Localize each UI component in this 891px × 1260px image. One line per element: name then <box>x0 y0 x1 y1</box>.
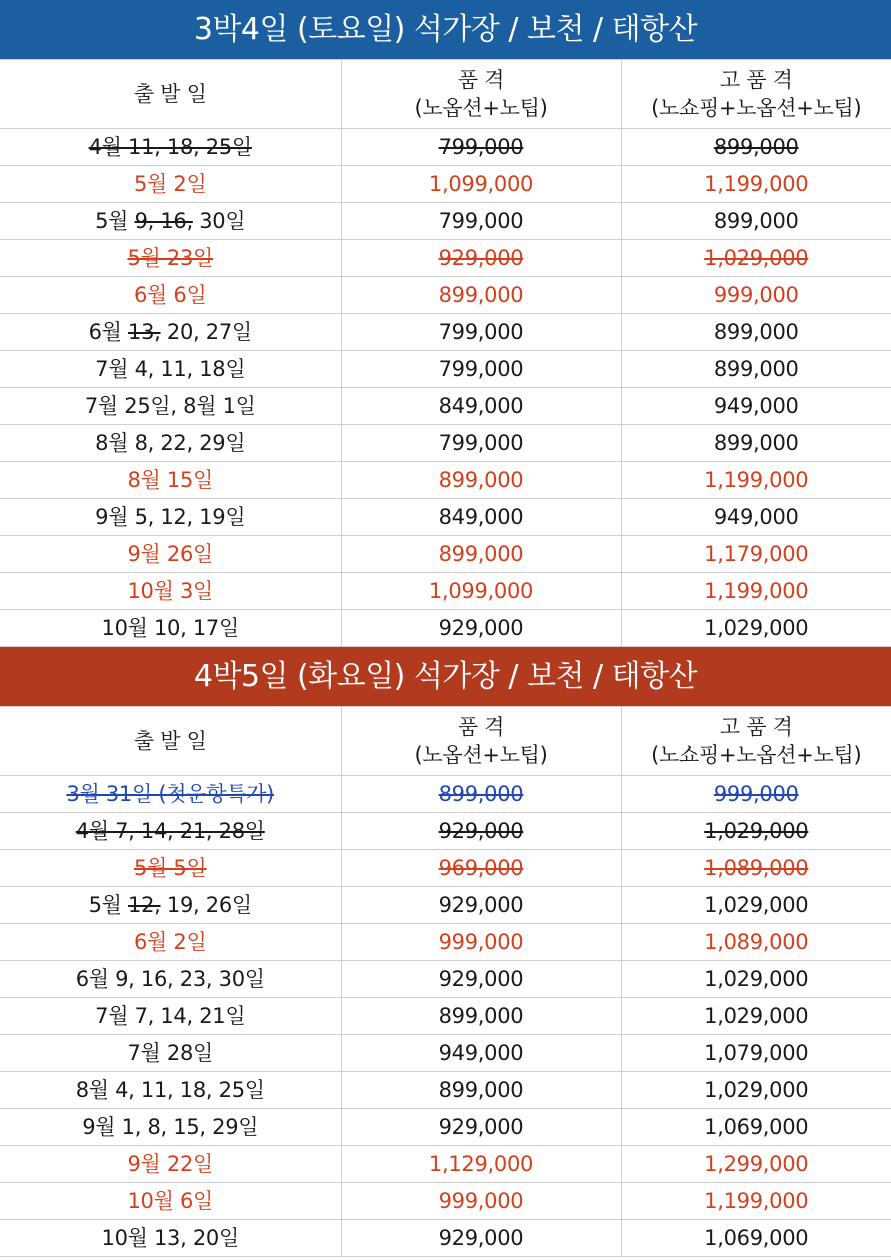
standard-price-cell: 899,000 <box>341 462 621 499</box>
date-text: 6월 6일 <box>134 283 207 307</box>
table-row <box>0 1072 891 1109</box>
premium-price-cell: 1,199,000 <box>621 573 891 610</box>
departure-date-cell <box>0 351 341 388</box>
premium-price-cell: 999,000 <box>621 776 891 813</box>
premium-price-cell: 1,029,000 <box>621 887 891 924</box>
date-text: 6월 <box>88 320 129 344</box>
price-table <box>0 706 891 1257</box>
header-standard-note: (노옵션+노팁) <box>414 743 548 767</box>
standard-price-cell: 999,000 <box>341 924 621 961</box>
departure-date-cell <box>0 166 341 203</box>
section-title: 4박5일 (화요일) 석가장 / 보천 / 태항산 <box>0 647 891 706</box>
premium-price-cell: 1,089,000 <box>621 924 891 961</box>
date-text: 30일 <box>192 209 246 233</box>
date-text: 19, 26일 <box>160 893 252 917</box>
departure-date-cell <box>0 314 341 351</box>
table-row <box>0 536 891 573</box>
table-row <box>0 314 891 351</box>
header-standard-title: 품 격 <box>457 715 505 739</box>
date-text: 7월 28일 <box>127 1041 214 1065</box>
premium-price-cell: 899,000 <box>621 425 891 462</box>
date-text: 6월 9, 16, 23, 30일 <box>75 967 265 991</box>
premium-price-cell: 949,000 <box>621 388 891 425</box>
premium-price-cell: 1,179,000 <box>621 536 891 573</box>
premium-price-cell: 1,199,000 <box>621 166 891 203</box>
date-text: 9월 1, 8, 15, 29일 <box>82 1115 259 1139</box>
date-text: 12, <box>128 893 161 917</box>
table-row <box>0 1220 891 1257</box>
header-standard-grade <box>341 707 621 776</box>
table-row <box>0 1035 891 1072</box>
departure-date-cell <box>0 462 341 499</box>
date-text: 8월 4, 11, 18, 25일 <box>75 1078 265 1102</box>
premium-price-cell: 1,029,000 <box>621 240 891 277</box>
date-text: 20, 27일 <box>160 320 252 344</box>
standard-price-cell: 849,000 <box>341 388 621 425</box>
table-row <box>0 998 891 1035</box>
premium-price-cell: 1,199,000 <box>621 1183 891 1220</box>
table-row <box>0 1146 891 1183</box>
table-row <box>0 924 891 961</box>
date-text: 5월 2일 <box>134 172 207 196</box>
premium-price-cell: 1,089,000 <box>621 850 891 887</box>
premium-price-cell: 1,029,000 <box>621 1072 891 1109</box>
departure-date-cell <box>0 425 341 462</box>
standard-price-cell: 929,000 <box>341 961 621 998</box>
table-row <box>0 887 891 924</box>
premium-price-cell: 1,029,000 <box>621 610 891 647</box>
standard-price-cell: 929,000 <box>341 610 621 647</box>
section-title: 3박4일 (토요일) 석가장 / 보천 / 태항산 <box>0 0 891 59</box>
premium-price-cell: 1,299,000 <box>621 1146 891 1183</box>
departure-date-cell <box>0 1220 341 1257</box>
date-text: 8월 8, 22, 29일 <box>95 431 246 455</box>
standard-price-cell: 929,000 <box>341 1220 621 1257</box>
date-text: 7월 4, 11, 18일 <box>95 357 246 381</box>
premium-price-cell: 1,029,000 <box>621 813 891 850</box>
price-table <box>0 59 891 647</box>
table-row <box>0 610 891 647</box>
date-text: 9월 22일 <box>127 1152 214 1176</box>
standard-price-cell: 929,000 <box>341 813 621 850</box>
table-row <box>0 203 891 240</box>
departure-date-cell <box>0 388 341 425</box>
date-text: 3월 31일 (첫운항특가) <box>66 782 275 806</box>
table-row <box>0 1109 891 1146</box>
date-text: 6월 2일 <box>134 930 207 954</box>
premium-price-cell: 1,079,000 <box>621 1035 891 1072</box>
header-premium-note: (노쇼핑+노옵션+노팁) <box>651 743 862 767</box>
table-row <box>0 850 891 887</box>
departure-date-cell <box>0 776 341 813</box>
date-text: 4월 7, 14, 21, 28일 <box>75 819 265 843</box>
table-row <box>0 462 891 499</box>
table-row <box>0 1183 891 1220</box>
header-premium-title: 고 품 격 <box>719 715 793 739</box>
departure-date-cell <box>0 887 341 924</box>
standard-price-cell: 949,000 <box>341 1035 621 1072</box>
header-departure-date: 출 발 일 <box>0 60 341 129</box>
departure-date-cell <box>0 850 341 887</box>
standard-price-cell: 799,000 <box>341 314 621 351</box>
date-text: 10월 6일 <box>127 1189 214 1213</box>
tour-section-2 <box>0 647 891 1257</box>
table-row <box>0 813 891 850</box>
header-premium-title: 고 품 격 <box>719 68 793 92</box>
departure-date-cell <box>0 1035 341 1072</box>
departure-date-cell <box>0 129 341 166</box>
standard-price-cell: 929,000 <box>341 1109 621 1146</box>
date-text: 9월 26일 <box>127 542 214 566</box>
date-text: 5월 5일 <box>134 856 207 880</box>
departure-date-cell <box>0 536 341 573</box>
departure-date-cell <box>0 1183 341 1220</box>
premium-price-cell: 1,199,000 <box>621 462 891 499</box>
standard-price-cell: 799,000 <box>341 203 621 240</box>
table-header-row <box>0 60 891 129</box>
date-text: 9, 16, <box>134 209 193 233</box>
standard-price-cell: 999,000 <box>341 1183 621 1220</box>
date-text: 7월 25일, 8월 1일 <box>84 394 256 418</box>
standard-price-cell: 899,000 <box>341 536 621 573</box>
departure-date-cell <box>0 499 341 536</box>
header-premium-grade <box>621 60 891 129</box>
standard-price-cell: 899,000 <box>341 1072 621 1109</box>
premium-price-cell: 999,000 <box>621 277 891 314</box>
premium-price-cell: 899,000 <box>621 129 891 166</box>
header-standard-note: (노옵션+노팁) <box>414 96 548 120</box>
table-row <box>0 240 891 277</box>
departure-date-cell <box>0 1146 341 1183</box>
departure-date-cell <box>0 813 341 850</box>
date-text: 10월 3일 <box>127 579 214 603</box>
date-text: 5월 23일 <box>127 246 214 270</box>
standard-price-cell: 899,000 <box>341 277 621 314</box>
table-row <box>0 129 891 166</box>
table-row <box>0 573 891 610</box>
premium-price-cell: 899,000 <box>621 351 891 388</box>
date-text: 5월 <box>95 209 135 233</box>
date-text: 13, <box>128 320 161 344</box>
standard-price-cell: 799,000 <box>341 425 621 462</box>
premium-price-cell: 1,029,000 <box>621 998 891 1035</box>
table-row <box>0 277 891 314</box>
standard-price-cell: 849,000 <box>341 499 621 536</box>
table-header-row <box>0 707 891 776</box>
departure-date-cell <box>0 240 341 277</box>
header-premium-grade <box>621 707 891 776</box>
departure-date-cell <box>0 998 341 1035</box>
standard-price-cell: 1,099,000 <box>341 166 621 203</box>
standard-price-cell: 1,099,000 <box>341 573 621 610</box>
departure-date-cell <box>0 277 341 314</box>
header-standard-grade <box>341 60 621 129</box>
table-row <box>0 425 891 462</box>
date-text: 8월 15일 <box>127 468 214 492</box>
header-standard-title: 품 격 <box>457 68 505 92</box>
standard-price-cell: 929,000 <box>341 887 621 924</box>
date-text: 9월 5, 12, 19일 <box>95 505 246 529</box>
standard-price-cell: 969,000 <box>341 850 621 887</box>
departure-date-cell <box>0 1072 341 1109</box>
departure-date-cell <box>0 573 341 610</box>
standard-price-cell: 899,000 <box>341 998 621 1035</box>
premium-price-cell: 899,000 <box>621 314 891 351</box>
table-row <box>0 499 891 536</box>
departure-date-cell <box>0 924 341 961</box>
date-text: 10월 13, 20일 <box>101 1226 239 1250</box>
table-row <box>0 166 891 203</box>
date-text: 10월 10, 17일 <box>101 616 239 640</box>
table-row <box>0 388 891 425</box>
header-premium-note: (노쇼핑+노옵션+노팁) <box>651 96 862 120</box>
standard-price-cell: 929,000 <box>341 240 621 277</box>
departure-date-cell <box>0 1109 341 1146</box>
date-text: 5월 <box>88 893 129 917</box>
date-text: 7월 7, 14, 21일 <box>95 1004 246 1028</box>
table-row <box>0 961 891 998</box>
premium-price-cell: 1,069,000 <box>621 1109 891 1146</box>
standard-price-cell: 799,000 <box>341 129 621 166</box>
standard-price-cell: 1,129,000 <box>341 1146 621 1183</box>
standard-price-cell: 799,000 <box>341 351 621 388</box>
departure-date-cell <box>0 961 341 998</box>
departure-date-cell <box>0 610 341 647</box>
premium-price-cell: 949,000 <box>621 499 891 536</box>
premium-price-cell: 899,000 <box>621 203 891 240</box>
table-row <box>0 776 891 813</box>
departure-date-cell <box>0 203 341 240</box>
header-departure-date: 출 발 일 <box>0 707 341 776</box>
date-text: 4월 11, 18, 25일 <box>88 135 252 159</box>
standard-price-cell: 899,000 <box>341 776 621 813</box>
premium-price-cell: 1,069,000 <box>621 1220 891 1257</box>
table-row <box>0 351 891 388</box>
premium-price-cell: 1,029,000 <box>621 961 891 998</box>
